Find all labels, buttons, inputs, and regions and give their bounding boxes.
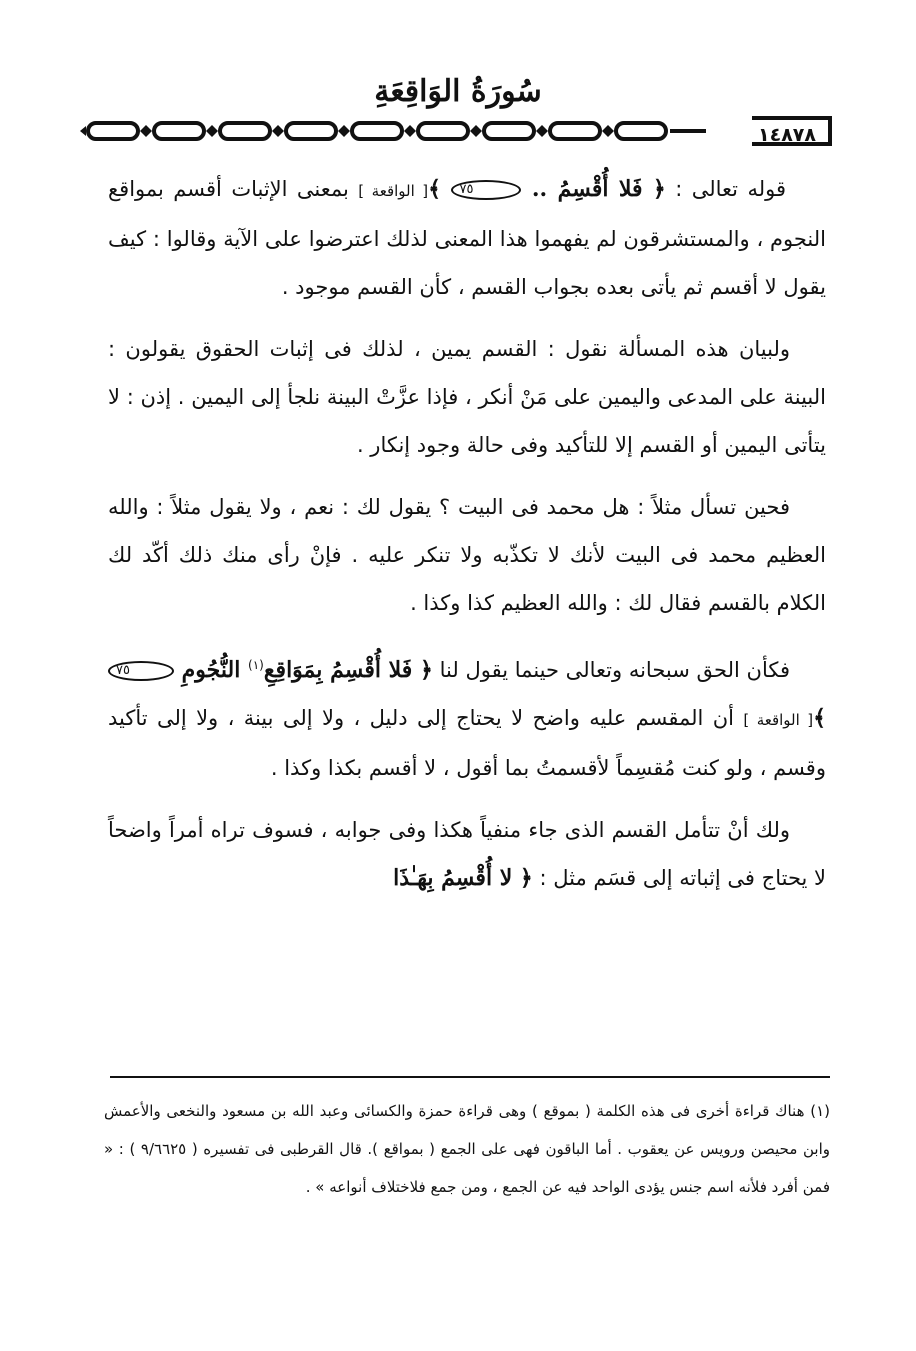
paragraph-1-intro: قوله تعالى : [665,177,787,201]
surah-reference: [ الواقعة ] [743,711,814,729]
verse-close-bracket: ﴾ [813,705,826,731]
header-ornament [80,116,832,146]
paragraph-2: ولبيان هذه المسألة نقول : القسم يمين ، لذلك فى إثبات الحقوق يقولون : البينة على المدعى واليمين على مَنْ أنكر ، فإذا عزَّتْ البينة نلجأ إلى اليمين . إذن : لا يتأتى اليمين أو القسم إلا للتأكيد وفى حالة وجود إنكار . [108,337,826,457]
ayah-number-badge: ٧٥ [108,661,174,681]
quran-verse: ﴿ لا أُقْسِمُ بِهَـٰذَا [393,865,533,891]
paragraph-1-body: بمعنى الإثبات أقسم بمواقع النجوم ، والمستشرقون لم يفهموا هذا المعنى لذلك اعترضوا على الآية وقالوا : كيف يقول لا أقسم ثم يأتى بعده بجواب القسم ، كأن القسم موجود . [108,177,826,299]
page-number: ١٤٨٧٨ [752,116,832,146]
paragraph-4 [108,641,826,792]
paragraph-5-body: ولك أنْ تتأمل القسم الذى جاء منفياً هكذا وفى جوابه ، فسوف تراه أمراً واضحاً لا يحتاج فى إثباته إلى قسَم مثل : [108,818,826,890]
paragraph-4-body: أن المقسم عليه واضح لا يحتاج إلى دليل ، ولا إلى بينة ، ولا إلى تأكيد وقسم ، ولو كنت مُقسِماً لأقسمتُ بما أقول ، لا أقسم بكذا وكذا . [108,706,826,780]
paragraph-3: فحين تسأل مثلاً : هل محمد فى البيت ؟ يقول لك : نعم ، ولا يقول مثلاً : والله العظيم محمد فى البيت لأنك لا تكذّبه ولا تنكر عليه . فإنْ رأى منك ذلك أكّد لك الكلام بالقسم فقال لك : والله العظيم كذا وكذا . [108,495,826,615]
footnote-marker: (١) [248,658,264,672]
paragraph-5 [108,806,826,902]
chain-ornament-icon [80,116,706,146]
paragraph-1 [108,165,826,311]
footnote: (١) هناك قراءة أخرى فى هذه الكلمة ( بموقع ) وهى قراءة حمزة والكسائى وعبد الله بن مسعود والنخعى والأعمش وابن محيصن ورويس عن يعقوب . أما الباقون فهى على الجمع ( بمواقع ). قال القرطبى فى تفسيره ( ٩/٦٦٢٥ ) : « فمن أفرد فلأنه اسم جنس يؤدى الواحد فيه عن الجمع ، ومن جمع فلاختلاف أنواعه » . [104,1102,831,1196]
quran-verse: ﴿ فَلا أُقْسِمُ بِمَوَاقِعِ [263,657,433,683]
ayah-number-badge: ٧٥ [451,180,521,200]
surah-reference: [ الواقعة ] [358,182,429,200]
quran-verse: ﴿ فَلا أُقْسِمُ .. [521,176,666,202]
paragraph-4-intro: فكأن الحق سبحانه وتعالى حينما يقول لنا [432,658,790,682]
surah-title: سُورَةُ الوَاقِعَةِ [374,74,542,109]
verse-close-bracket: ﴾ [428,176,452,202]
main-text [108,165,826,916]
quran-verse-continued: النُّجُومِ [173,657,249,683]
footnote-divider [110,1076,830,1078]
